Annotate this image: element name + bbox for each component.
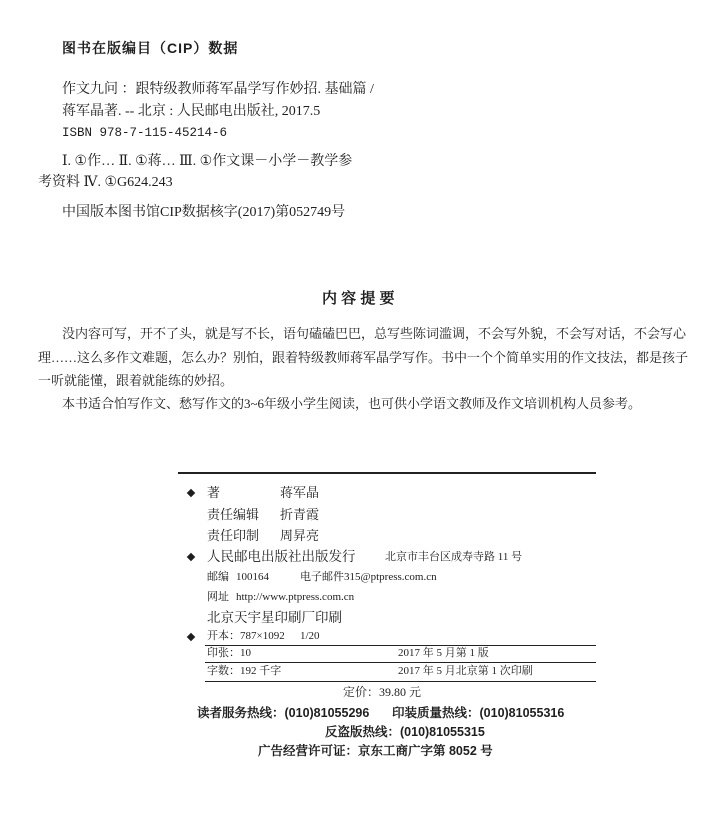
print-manager-label: 责任印制 [207,528,260,543]
anti-piracy-hotline: 反盗版热线：(010)81055315 [325,725,485,739]
edition: 2017 年 5 月第 1 版 [398,647,489,659]
price: 定价：39.80 元 [343,685,422,699]
summary-paragraph-1-line-1: 没内容可写，开不了头，就是写不长，语句磕磕巴巴，总写些陈词滥调，不会写外貌，不会写对话，不会写心 [62,326,687,341]
author-label: 著 [207,485,221,500]
book-format-ratio: 1/20 [300,630,320,642]
postcode-label: 邮编 [207,571,229,583]
imprint-rule [205,645,596,646]
editor-label: 责任编辑 [207,507,260,522]
print-manager-name: 周昇亮 [280,528,320,543]
word-count: 字数：192 千字 [207,665,282,677]
book-format: 开本：787×1092 [207,630,285,642]
postcode: 100164 [236,571,269,583]
summary-paragraph-1-line-2: 理……这么多作文难题，怎么办？别怕，跟着特级教师蒋军晶学写作。书中一个个简单实用的作文技法，都是孩子 [38,350,689,365]
summary-heading: 内 容 提 要 [322,290,395,307]
cip-heading: 图书在版编目（CIP）数据 [62,40,239,56]
printing-run: 2017 年 5 月北京第 1 次印刷 [398,665,533,677]
printer: 北京天宇星印刷厂印刷 [207,610,342,625]
diamond-bullet-icon [187,633,195,641]
imprint-top-rule [178,472,596,474]
imprint-rule [205,681,596,682]
email: 315@ptpress.com.cn [344,571,437,583]
publisher: 人民邮电出版社出版发行 [207,549,356,564]
ad-license: 广告经营许可证：京东工商广字第 8052 号 [258,744,493,758]
cip-author-line: 蒋军晶著. -- 北京 : 人民邮电出版社, 2017.5 [62,104,321,119]
reader-service-hotline: 读者服务热线：(010)81055296 [197,706,370,720]
summary-paragraph-2: 本书适合怕写作文、愁写作文的3~6年级小学生阅读，也可供小学语文教师及作文培训机构人员参考。 [62,396,642,411]
cip-number: 中国版本图书馆CIP数据核字(2017)第052749号 [62,205,346,220]
cip-isbn: ISBN 978-7-115-45214-6 [62,126,228,140]
publisher-address: 北京市丰台区成寿寺路 11 号 [385,551,523,563]
summary-paragraph-1-line-3: 一听就能懂，跟着就能练的妙招。 [38,373,234,388]
website-label: 网址 [207,591,229,603]
cip-title-line: 作文九问 ：跟特级教师蒋军晶学写作妙招. 基础篇 / [62,82,374,97]
cip-subject-line-2: 考资料 Ⅳ. ①G624.243 [38,175,173,190]
diamond-bullet-icon [187,489,195,497]
diamond-bullet-icon [187,553,195,561]
cip-subject-line-1: Ⅰ. ①作… Ⅱ. ①蒋… Ⅲ. ①作文课－小学－教学参 [62,154,353,169]
author-name: 蒋军晶 [280,485,320,500]
website: http://www.ptpress.com.cn [236,591,355,603]
imprint-rule [205,662,596,663]
print-quality-hotline: 印装质量热线：(010)81055316 [392,706,565,720]
email-label: 电子邮件 [300,571,344,583]
editor-name: 折青霞 [280,507,320,522]
printed-sheets: 印张：10 [207,647,251,659]
